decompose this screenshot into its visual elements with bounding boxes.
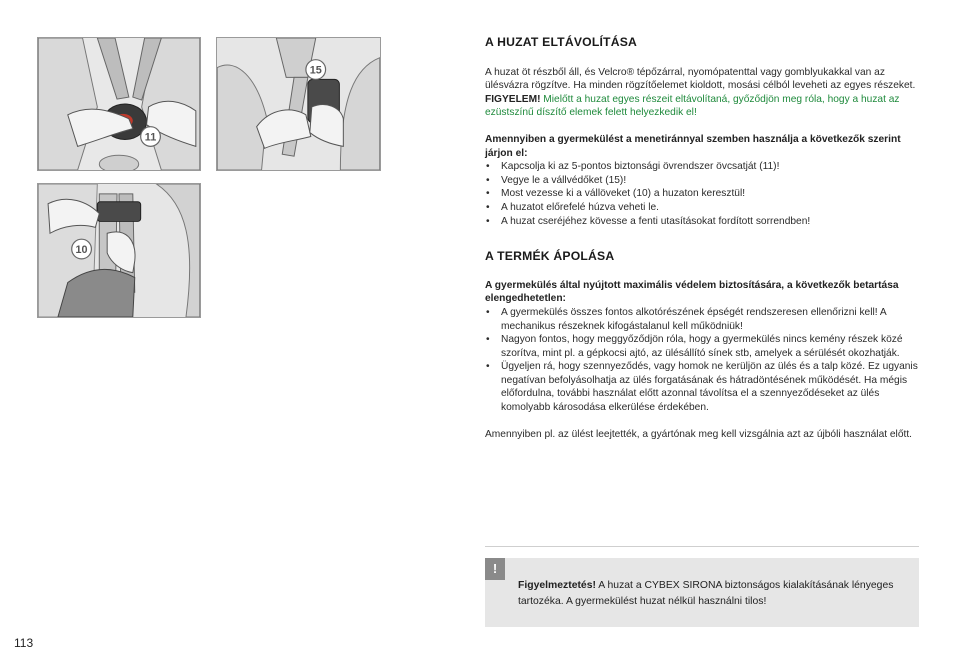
instructions-column bbox=[485, 36, 921, 441]
section-divider bbox=[485, 546, 919, 547]
list-item: • A gyermekülés összes fontos alkotórészének épségét rendszeresen ellenőrizni kell! A mechanikus részeknek kifogástalanul kell működniük! bbox=[485, 306, 921, 333]
warning-notice-label: Figyelmeztetés! bbox=[518, 580, 596, 591]
list-item: • Most vezesse ki a vállöveket (10) a huzaton keresztül! bbox=[485, 187, 921, 201]
cover-removal-heading: A HUZAT ELTÁVOLÍTÁSA bbox=[485, 35, 638, 49]
exclamation-icon: ! bbox=[485, 558, 505, 580]
care-lead: A gyermekülés által nyújtott maximális védelem biztosítására, a következők betartása elengedhetetlen: bbox=[485, 279, 899, 305]
list-item: • A huzat cseréjéhez kövesse a fenti utasításokat fordított sorrendben! bbox=[485, 215, 921, 229]
warning-notice-text bbox=[518, 578, 908, 609]
cover-warning-text: Mielőtt a huzat egyes részeit eltávolítaná, győződjön meg róla, hogy a huzat az ezüstszínű díszítő elemek felett helyezkedik el! bbox=[485, 93, 900, 119]
shoulder-pad-removal-illustration bbox=[216, 37, 381, 171]
product-care-heading: A TERMÉK ÁPOLÁSA bbox=[485, 249, 615, 264]
page-number: 113 bbox=[14, 636, 34, 650]
cover-intro-text: A huzat öt részből áll, és Velcro® tépőzárral, nyomópatenttal vagy gomblyukakkal van az ülésvázra rögzítve. Ha minden rögzítőelemet kioldott, mosási célból leveheti az egyes részeket. bbox=[485, 66, 916, 92]
buckle-opening-illustration bbox=[37, 37, 201, 171]
cover-steps-lead: Amennyiben a gyermekülést a menetiránnyal szemben használja a következők szerint járjon el: bbox=[485, 133, 901, 159]
cover-steps-list bbox=[485, 160, 921, 228]
list-item: • Nagyon fontos, hogy meggyőződjön róla, hogy a gyermekülés nincs kemény részek közé szorítva, mint pl. a gépkocsi ajtó, az ülésállító sínek stb, amelyek a sérülését okozhatják. bbox=[485, 333, 921, 360]
straps-illustration-drawing bbox=[38, 184, 200, 317]
straps-through-cover-illustration bbox=[37, 183, 201, 318]
warning-notice-box bbox=[485, 558, 919, 627]
care-list bbox=[485, 306, 921, 415]
cover-warning-paragraph bbox=[485, 93, 921, 120]
care-closing-text: Amennyiben pl. az ülést leejtették, a gyártónak meg kell vizsgálnia azt az újbóli használat előtt. bbox=[485, 428, 912, 440]
list-item: • Ügyeljen rá, hogy szennyeződés, vagy homok ne kerüljön az ülés és a talp közé. Ez ugyanis negatívan befolyásolhatja az ülés forgatásának és hátradöntésének működését. Ha mégis előfordulna, további használat előtt azonnal távolítsa el a szennyeződéseket az ülés komolyabb károsodása elkerülése érdekében. bbox=[485, 360, 921, 414]
step-label-15: 15 bbox=[309, 64, 322, 77]
cover-warning-label: FIGYELEM! bbox=[485, 93, 541, 105]
step-label-10: 10 bbox=[75, 243, 88, 256]
shoulder-pad-illustration-drawing bbox=[217, 38, 380, 170]
buckle-illustration-drawing bbox=[38, 38, 200, 170]
warning-notice-body: A huzat a CYBEX SIRONA biztonságos kialakításának lényeges tartozéka. A gyermekülést huzat nélkül használni tilos! bbox=[518, 580, 894, 607]
list-item: • A huzatot előrefelé húzva veheti le. bbox=[485, 201, 921, 215]
step-label-11: 11 bbox=[144, 131, 157, 144]
list-item: • Kapcsolja ki az 5-pontos biztonsági övrendszer övcsatját (11)! bbox=[485, 160, 921, 174]
list-item: • Vegye le a vállvédőket (15)! bbox=[485, 174, 921, 188]
